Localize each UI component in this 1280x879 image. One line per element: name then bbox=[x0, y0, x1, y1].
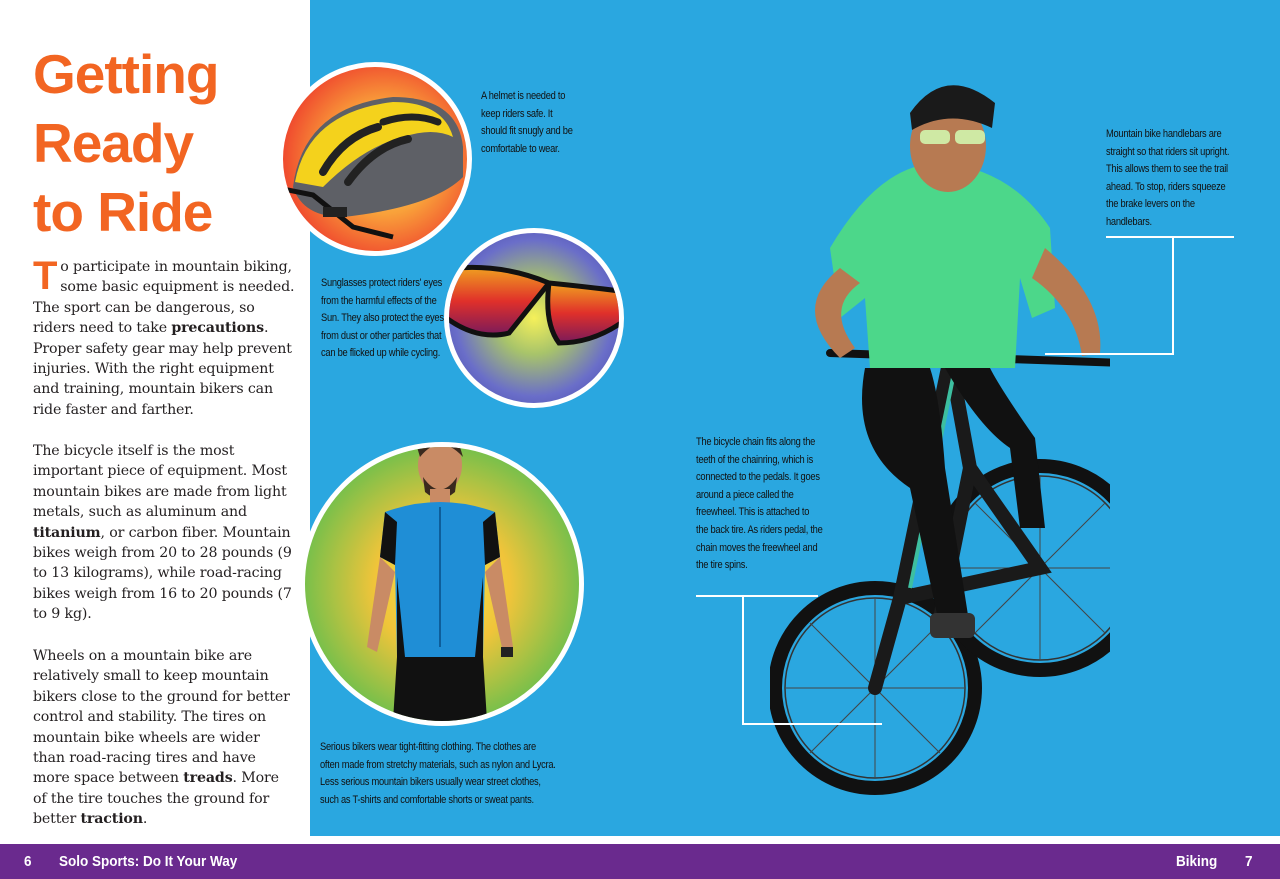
text-run: . bbox=[142, 811, 148, 828]
text-run: The bicycle itself is the most important piece of equipment. Most mountain bikes are made from light metals, such as aluminum and bbox=[33, 443, 287, 521]
page-title bbox=[33, 40, 303, 247]
text-run: . More of the tire touches the ground for better bbox=[33, 770, 279, 828]
handlebars-callout-line bbox=[1045, 353, 1174, 355]
book-title: Biking bbox=[1176, 853, 1218, 870]
glossary-term: treads bbox=[183, 770, 233, 787]
chain-caption: The bicycle chain fits along the teeth of the chainring, which is connected to the pedals. It goes around a piece called the freewheel. This is attached to the back tire. As riders pedal, the chain moves the freewheel and the tire spins. bbox=[696, 436, 823, 572]
page-number-left: 6 bbox=[24, 853, 32, 870]
series-title: Solo Sports: Do It Your Way bbox=[59, 853, 238, 870]
paragraph-equipment bbox=[33, 254, 295, 420]
sunglasses-caption: Sunglasses protect riders' eyes from the harmful effects of the Sun. They also protect the eyes from dust or other particles that can be flicked up while cycling. bbox=[321, 277, 444, 360]
sunglasses-image bbox=[444, 228, 624, 408]
text-run: Wheels on a mountain bike are relatively small to keep mountain bikers close to the ground for better control and stability. The tires on mountain bike wheels are wider than road-racing tires and have more space between bbox=[33, 648, 290, 787]
clothing-caption: Serious bikers wear tight-fitting clothing. The clothes are often made from stretchy materials, such as nylon and Lycra. Less serious mountain bikers usually wear street clothes, such as T-shirts and comfortable shorts or sweat pants. bbox=[320, 741, 556, 806]
chain-callout-line bbox=[742, 723, 882, 725]
title-line-1: Getting bbox=[33, 43, 219, 105]
glossary-term: traction bbox=[80, 811, 143, 828]
helmet-icon bbox=[283, 67, 467, 251]
page-footer bbox=[0, 844, 1280, 879]
text-run: . Proper safety gear may help prevent injuries. With the right equipment and training, mountain bikers can ride faster and farther. bbox=[33, 320, 292, 418]
helmet-image bbox=[278, 62, 472, 256]
handlebars-callout-line bbox=[1106, 236, 1234, 238]
handlebars-caption: Mountain bike handlebars are straight so that riders sit upright. This allows them to see the trail ahead. To stop, riders squeeze the brake levers on the handlebars. bbox=[1106, 128, 1230, 228]
title-line-2: Ready bbox=[33, 112, 194, 174]
handlebars-callout-line bbox=[1172, 236, 1174, 354]
text-run: o participate in mountain biking, some basic equipment is needed. The sport can be dangerous, so riders need to take bbox=[33, 259, 295, 337]
text-run: , or carbon fiber. Mountain bikes weigh from 20 to 28 pounds (9 to 13 kilograms), while road-racing bikes weigh from 16 to 20 pounds (7 to 9 kg). bbox=[33, 524, 292, 623]
cyclist-model-icon bbox=[305, 447, 579, 721]
title-line-3: to Ride bbox=[33, 181, 213, 243]
sunglasses-icon bbox=[449, 233, 619, 403]
footer-divider bbox=[0, 836, 1280, 844]
page-number-right: 7 bbox=[1245, 853, 1253, 870]
glossary-term: titanium bbox=[33, 524, 101, 541]
chain-callout-line bbox=[742, 595, 744, 725]
glossary-term: precautions bbox=[171, 320, 264, 337]
paragraph-wheels bbox=[33, 646, 295, 830]
helmet-caption: A helmet is needed to keep riders safe. It should fit snugly and be comfortable to wear. bbox=[481, 90, 573, 155]
chain-callout-line bbox=[696, 595, 818, 597]
jersey-model-image bbox=[300, 442, 584, 726]
paragraph-bicycle bbox=[33, 441, 295, 625]
drop-cap: T bbox=[33, 254, 58, 298]
